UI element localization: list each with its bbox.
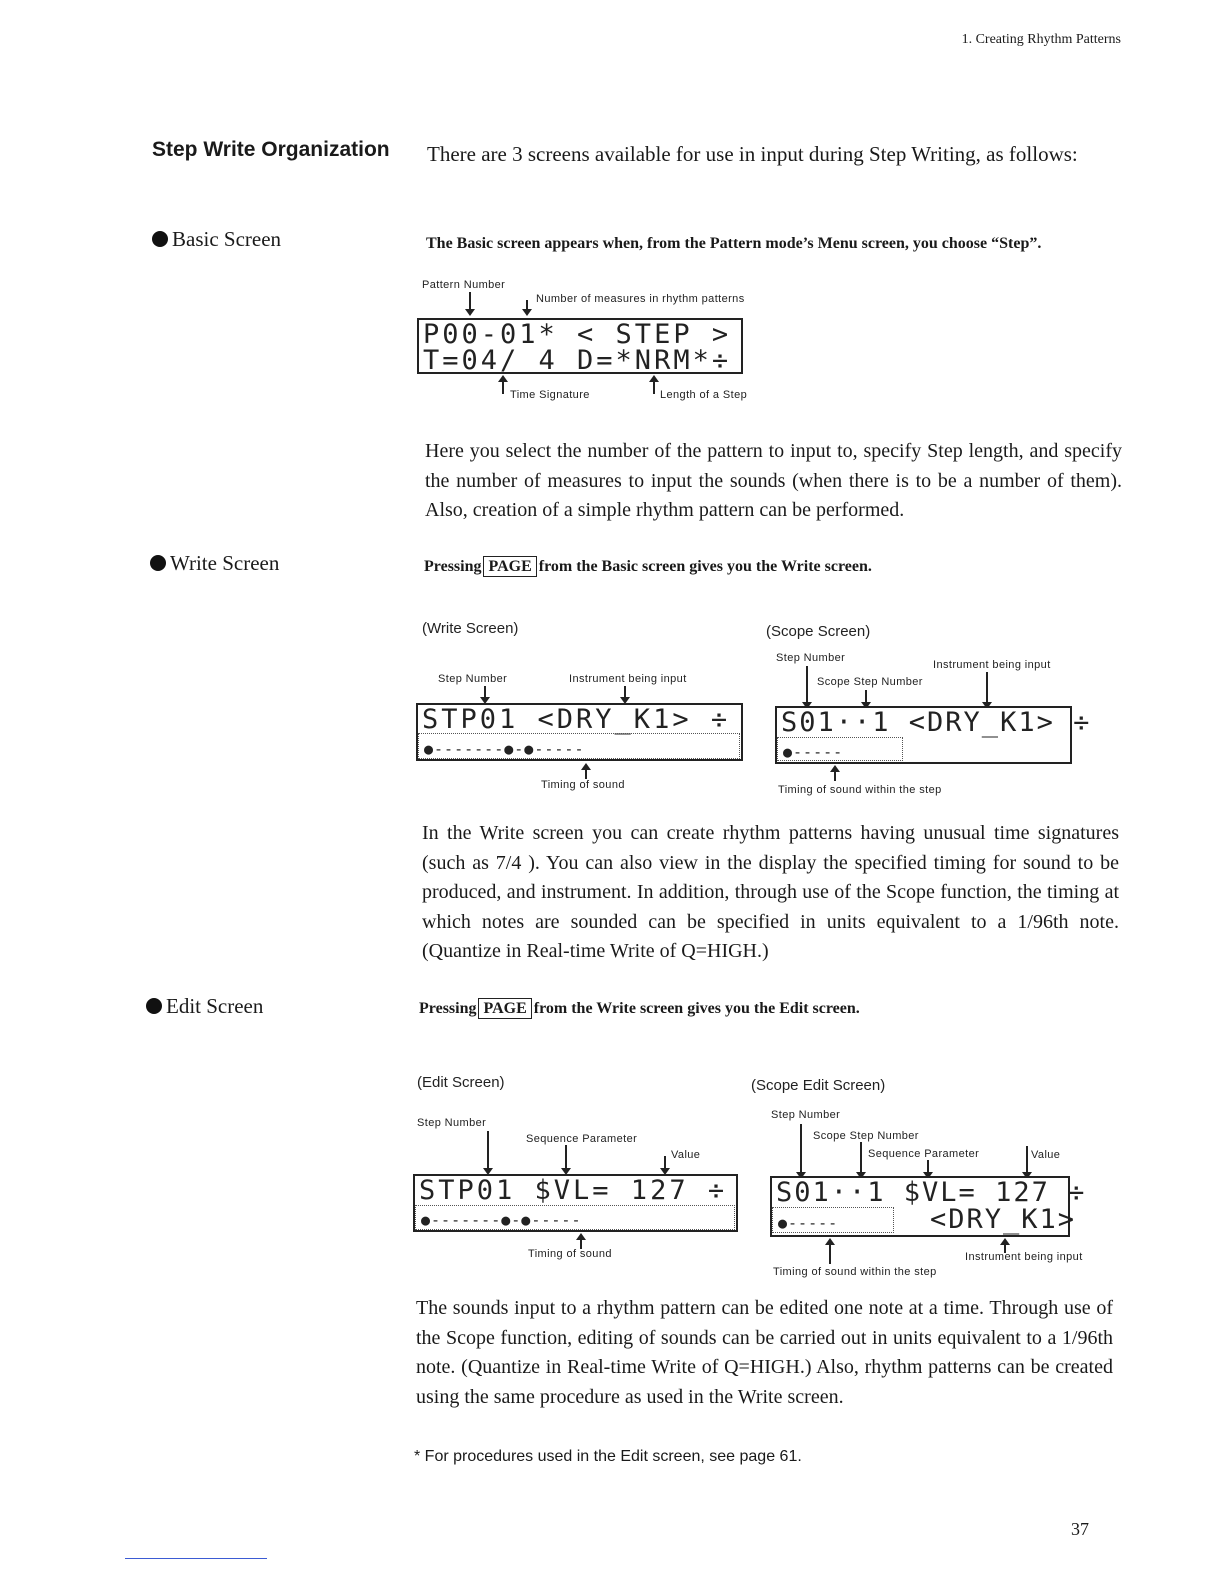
- arrow-scope-instrument: [986, 672, 988, 703]
- write-lead: [424, 556, 1124, 577]
- running-head: 1. Creating Rhythm Patterns: [961, 32, 1121, 47]
- scope-edit-timing-dotted-box: [772, 1207, 894, 1233]
- arrow-edit-step-number: [487, 1131, 489, 1169]
- label-edit-value: Value: [671, 1149, 701, 1161]
- label-scope-timing: Timing of sound within the step: [778, 784, 942, 796]
- bottom-rule: [125, 1558, 267, 1559]
- edit-lead-pre: Pressing: [419, 1000, 477, 1017]
- arrow-scope-edit-value: [1026, 1146, 1028, 1173]
- label-step-length: Length of a Step: [660, 389, 748, 401]
- arrow-time-signature: [502, 381, 504, 394]
- arrow-scope-step-number: [806, 666, 808, 703]
- edit-timing-dotted-box: [415, 1205, 735, 1230]
- basic-body: Here you select the number of the pattern to input to, specify Step length, and specify the number of measures to input the sounds (when there is to be a number of them). Also, creation of a simple rhythm pattern can be performed.: [425, 440, 1122, 521]
- label-step-number: Step Number: [438, 673, 508, 685]
- section-title: Step Write Organization: [152, 138, 390, 161]
- edit-heading-text: Edit Screen: [166, 994, 264, 1018]
- label-scope-edit-scope-step: Scope Step Number: [813, 1130, 919, 1142]
- basic-screen-heading: [152, 227, 281, 252]
- write-body: In the Write screen you can create rhythm patterns having unusual time signatures (such as 7/4 ). You can also view in the display the specified timing for sound to be produced, and instrument. In addition, through use of the Scope function, the timing at which notes are sounded can be specified in units equivalent to a 1/96th note. (Quantize in Real-time Write of Q=HIGH.): [422, 822, 1119, 962]
- label-pattern-number: Pattern Number: [422, 279, 506, 291]
- arrow-scope-edit-step-number: [800, 1124, 802, 1173]
- arrow-pattern-number: [469, 292, 471, 310]
- bullet-icon: [146, 998, 162, 1014]
- edit-lead: [419, 998, 1119, 1019]
- edit-screen-heading: [146, 994, 263, 1019]
- write-caption: (Write Screen): [422, 620, 519, 637]
- timing-dotted-box: [418, 733, 740, 759]
- label-instrument: Instrument being input: [569, 673, 687, 685]
- write-lead-post: from the Basic screen gives you the Write screen.: [538, 558, 872, 575]
- arrow-step-length: [653, 381, 655, 394]
- arrow-measures: [526, 300, 528, 310]
- edit-lead-post: from the Write screen gives you the Edit screen.: [533, 1000, 860, 1017]
- page-number: 37: [1071, 1519, 1089, 1539]
- edit-footnote: * For procedures used in the Edit screen, see page 61.: [414, 1448, 802, 1465]
- arrow-scope-edit-scope-step: [860, 1142, 862, 1173]
- basic-lcd-line1: P00-01* < STEP >: [423, 319, 732, 350]
- label-scope-step-number: Step Number: [776, 652, 846, 664]
- arrow-edit-value: [664, 1156, 666, 1169]
- scope-timing-dotted-box: [777, 737, 903, 761]
- label-edit-seq-param: Sequence Parameter: [526, 1133, 638, 1145]
- basic-lcd-line2: T=04/ 4 D=*NRM*÷: [423, 345, 732, 376]
- label-scope-edit-value: Value: [1031, 1149, 1061, 1161]
- write-lead-pre: Pressing: [424, 558, 482, 575]
- section-intro: There are 3 screens available for use in input during Step Writing, as follows:: [427, 142, 1078, 166]
- label-scope-instrument: Instrument being input: [933, 659, 1051, 671]
- arrow-edit-seq-param: [565, 1145, 567, 1169]
- write-lcd-line2: ●-------●-●-----: [424, 740, 585, 758]
- label-edit-step-number: Step Number: [417, 1117, 487, 1129]
- arrow-scope-edit-seq-param: [927, 1160, 929, 1173]
- scope-edit-lcd-line2-left: ●-----: [778, 1214, 839, 1232]
- label-scope-edit-seq-param: Sequence Parameter: [868, 1148, 980, 1160]
- bullet-icon: [150, 555, 166, 571]
- scope-lcd-line1: S01··1 <DRY_K1> ÷: [781, 707, 1092, 738]
- label-timing: Timing of sound: [541, 779, 625, 791]
- scope-edit-caption: (Scope Edit Screen): [751, 1077, 886, 1094]
- bullet-icon: [152, 231, 168, 247]
- write-heading-text: Write Screen: [170, 551, 280, 575]
- write-screen-heading: [150, 551, 279, 576]
- label-edit-timing: Timing of sound: [528, 1248, 612, 1260]
- label-scope-edit-step-number: Step Number: [771, 1109, 841, 1121]
- arrow-scope-edit-timing: [829, 1244, 831, 1264]
- arrow-step-number: [484, 686, 486, 698]
- write-lcd-line1: STP01 <DRY_K1> ÷: [422, 704, 731, 735]
- label-scope-edit-instrument: Instrument being input: [965, 1251, 1083, 1263]
- edit-body: The sounds input to a rhythm pattern can be edited one note at a time. Through use of the Scope function, editing of sounds can be carried out in units equivalent to a 1/96th note. (Quantize in Real-time Write of Q=HIGH.) Also, rhythm patterns can be created using the same procedure as used in the Write screen.: [416, 1297, 1113, 1408]
- scope-edit-lcd-line1: S01··1 $VL= 127 ÷: [776, 1177, 1087, 1208]
- arrow-scope-scope-step: [865, 690, 867, 703]
- edit-lcd-line1: STP01 $VL= 127 ÷: [419, 1175, 728, 1206]
- arrow-instrument: [624, 686, 626, 698]
- arrow-timing: [585, 769, 587, 779]
- label-scope-edit-timing: Timing of sound within the step: [773, 1266, 937, 1278]
- basic-lcd: [417, 318, 743, 374]
- label-scope-scope-step: Scope Step Number: [817, 676, 923, 688]
- basic-lead: The Basic screen appears when, from the Pattern mode’s Menu screen, you choose “Step”.: [426, 235, 1042, 252]
- edit-lcd-line2: ●-------●-●-----: [421, 1211, 582, 1229]
- page-key: PAGE: [483, 556, 536, 577]
- arrow-scope-timing: [834, 771, 836, 781]
- scope-lcd-line2: ●-----: [783, 743, 844, 761]
- edit-caption: (Edit Screen): [417, 1074, 505, 1091]
- page-key: PAGE: [478, 998, 531, 1019]
- basic-heading-text: Basic Screen: [172, 227, 282, 251]
- label-measures: Number of measures in rhythm patterns: [536, 293, 745, 305]
- label-time-signature: Time Signature: [510, 389, 590, 401]
- scope-edit-lcd-line2-right: <DRY_K1>: [930, 1204, 1077, 1235]
- scope-caption: (Scope Screen): [766, 623, 871, 640]
